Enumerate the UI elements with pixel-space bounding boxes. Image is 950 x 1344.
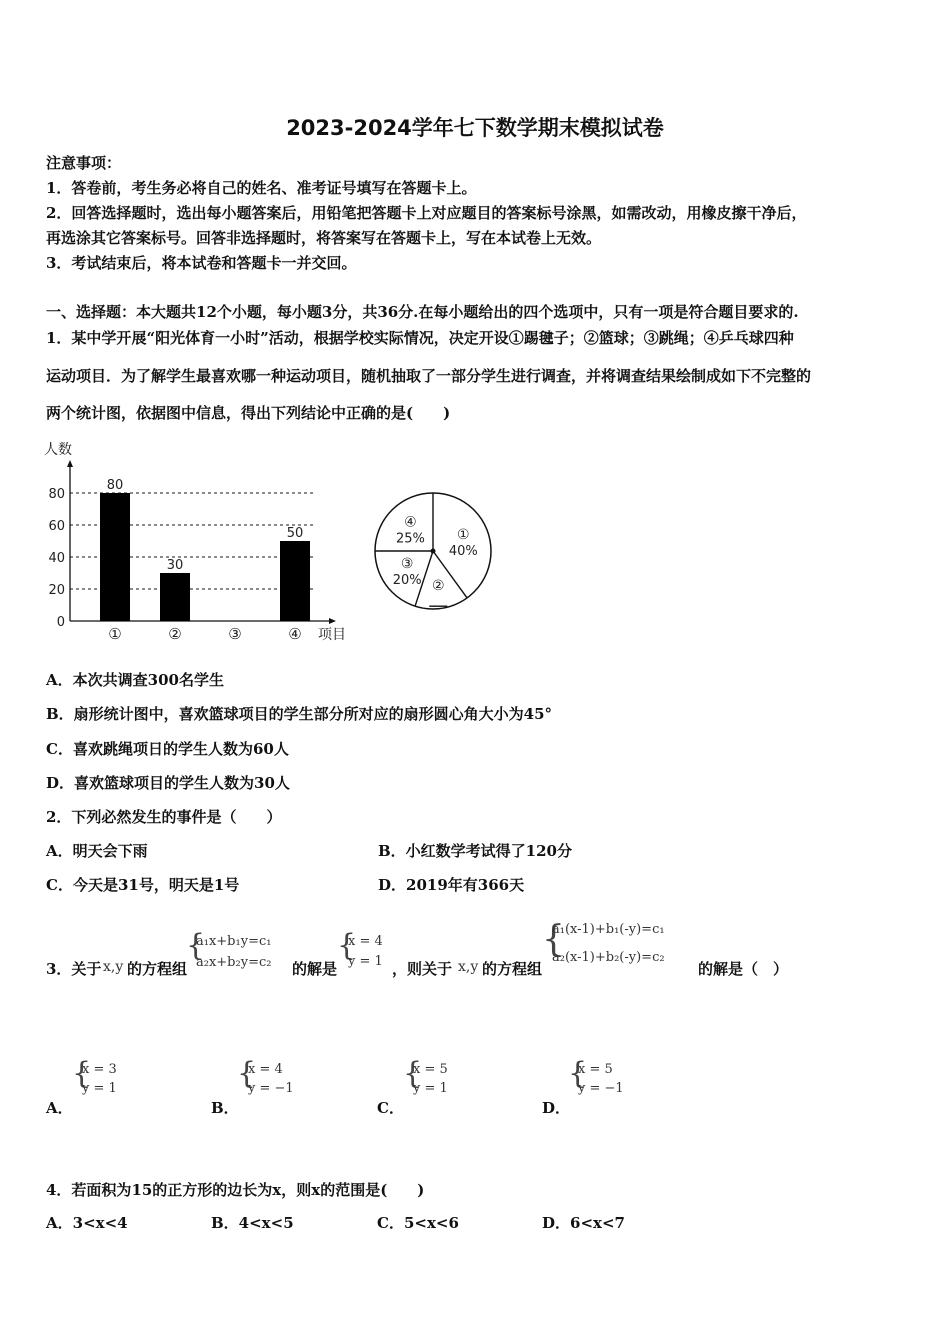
bar-1: [100, 493, 130, 621]
y-axis-arrow: [67, 460, 73, 467]
q3-system2-eq2: a₂(x-1)+b₂(-y)=c₂: [552, 950, 665, 965]
q4-option-c[interactable]: C．5<x<6: [377, 1214, 459, 1232]
bar-value-label: 30: [166, 558, 184, 573]
page-title: 2023-2024学年七下数学期末模拟试卷: [286, 116, 664, 140]
q2-option-c[interactable]: C．今天是31号，明天是1号: [46, 876, 240, 894]
pie-chart: [368, 488, 500, 614]
q1-option-a[interactable]: A．本次共调查300名学生: [46, 671, 224, 689]
x-axis-label: 项目: [318, 627, 346, 643]
q3-system2-eq1: a₁(x-1)+b₁(-y)=c₁: [552, 922, 665, 937]
y-tick-label: 40: [48, 551, 65, 566]
section-heading: 一、选择题：本大题共12个小题，每小题3分，共36分.在每小题给出的四个选项中，只有一项是符合题目要求的.: [46, 303, 799, 321]
pie-percent-label: 25%: [395, 531, 425, 547]
q2-option-a[interactable]: A．明天会下雨: [46, 842, 148, 860]
q3-option-a-brace: {: [72, 1056, 92, 1091]
q3-option-d-y: y = −1: [578, 1081, 624, 1096]
notice-item-2: 2．回答选择题时，选出每小题答案后，用铅笔把答题卡上对应题目的答案标号涂黑，如需改动，用橡皮擦干净后，: [46, 204, 807, 222]
q2-stem: 2．下列必然发生的事件是（ ）: [46, 808, 282, 826]
x-tick-label: ①: [108, 625, 122, 643]
q4-option-d[interactable]: D．6<x<7: [542, 1214, 625, 1232]
q3-option-a-label: A．: [46, 1099, 73, 1117]
q3-option-c-x: x = 5: [413, 1062, 448, 1077]
q3-option-c-y: y = 1: [413, 1081, 448, 1096]
bar-4: [280, 541, 310, 621]
y-tick-label: 80: [48, 487, 65, 502]
q3-option-b-label: B．: [211, 1099, 239, 1117]
bar-chart: [40, 436, 360, 648]
q3-mid-4: 的方程组: [482, 960, 543, 978]
q3-option-b-brace: {: [237, 1056, 257, 1091]
q3-option-d-brace: {: [568, 1056, 588, 1091]
q1-line-3: 两个统计图，依据图中信息，得出下列结论中正确的是( ): [46, 404, 451, 422]
pie-percent-label: 20%: [392, 572, 422, 588]
q3-vars-2: x,y: [458, 959, 479, 975]
q4-option-a[interactable]: A．3<x<4: [46, 1214, 128, 1232]
q1-option-b[interactable]: B．扇形统计图中，喜欢篮球项目的学生部分所对应的扇形圆心角大小为45°: [46, 705, 553, 723]
q1-option-c[interactable]: C．喜欢跳绳项日的学生人数为60人: [46, 740, 289, 758]
q2-option-b[interactable]: B．小红数学考试得了120分: [378, 842, 572, 860]
pie-slice-label: ①: [457, 527, 470, 544]
q3-option-b-x: x = 4: [248, 1062, 283, 1077]
x-tick-label: ④: [288, 625, 302, 643]
y-axis-label: 人数: [44, 442, 72, 458]
q1-option-d[interactable]: D．喜欢篮球项目的学生人数为30人: [46, 774, 290, 792]
q3-mid-3: ，则关于: [392, 960, 453, 978]
q3-suffix: 的解是（ ）: [698, 960, 789, 978]
q1-line-2: 运动项目．为了解学生最喜欢哪一种运动项目，随机抽取了一部分学生进行调查，并将调查结果绘制成如下不完整的: [46, 367, 812, 385]
pie-percent-label: 40%: [448, 544, 478, 560]
q3-system2-brace: {: [542, 919, 565, 960]
pie-slice-label: ④: [404, 514, 417, 531]
bar-2: [160, 573, 190, 621]
q4-stem: 4．若面积为15的正方形的边长为x，则x的范围是( ): [46, 1181, 425, 1199]
q3-system1-eq2: a₂x+b₂y=c₂: [196, 955, 272, 970]
notice-heading: 注意事项：: [46, 154, 122, 172]
x-axis-arrow: [329, 618, 336, 624]
notice-item-2-cont: 再选涂其它答案标号。回答非选择题时，将答案写在答题卡上，写在本试卷上无效。: [46, 229, 602, 247]
q1-line-1: 1．某中学开展“阳光体育一小时”活动，根据学校实际情况，决定开设①踢毽子；②篮球；③跳绳；④乒乓球四种: [46, 329, 794, 347]
pie-slice-label: ②: [431, 578, 445, 595]
q3-option-b-y: y = −1: [248, 1081, 294, 1096]
q2-option-d[interactable]: D．2019年有366天: [378, 876, 525, 894]
q3-vars-1: x,y: [103, 959, 124, 975]
y-tick-label: 0: [56, 615, 65, 630]
q3-solution-y: y = 1: [348, 954, 383, 969]
q3-mid-2: 的解是: [292, 960, 338, 978]
q4-option-b[interactable]: B．4<x<5: [211, 1214, 294, 1232]
bar-value-label: 80: [106, 478, 124, 493]
q3-prefix: 3．关于: [46, 960, 102, 978]
q3-solution-brace: {: [337, 928, 357, 963]
pie-center-dot: [431, 549, 436, 554]
q3-option-c-brace: {: [403, 1056, 423, 1091]
notice-item-1: 1．答卷前，考生务必将自己的姓名、准考证号填写在答题卡上。: [46, 179, 477, 197]
pie-slice-label: ③: [400, 555, 414, 572]
bar-value-label: 50: [286, 526, 304, 541]
x-tick-label: ③: [228, 625, 242, 643]
q3-option-d-x: x = 5: [578, 1062, 613, 1077]
q3-system1-eq1: a₁x+b₁y=c₁: [196, 934, 272, 949]
q3-option-d-label: D．: [542, 1099, 571, 1117]
y-tick-label: 20: [48, 583, 65, 598]
q3-option-a-x: x = 3: [82, 1062, 117, 1077]
q3-option-a-y: y = 1: [82, 1081, 117, 1096]
q3-mid-1: 的方程组: [127, 960, 188, 978]
q3-system1-brace: {: [186, 928, 206, 963]
q3-option-c-label: C．: [377, 1099, 404, 1117]
x-tick-label: ②: [168, 625, 182, 643]
y-tick-label: 60: [48, 519, 65, 534]
q3-solution-x: x = 4: [348, 934, 383, 949]
notice-item-3: 3．考试结束后，将本试卷和答题卡一并交回。: [46, 254, 357, 272]
